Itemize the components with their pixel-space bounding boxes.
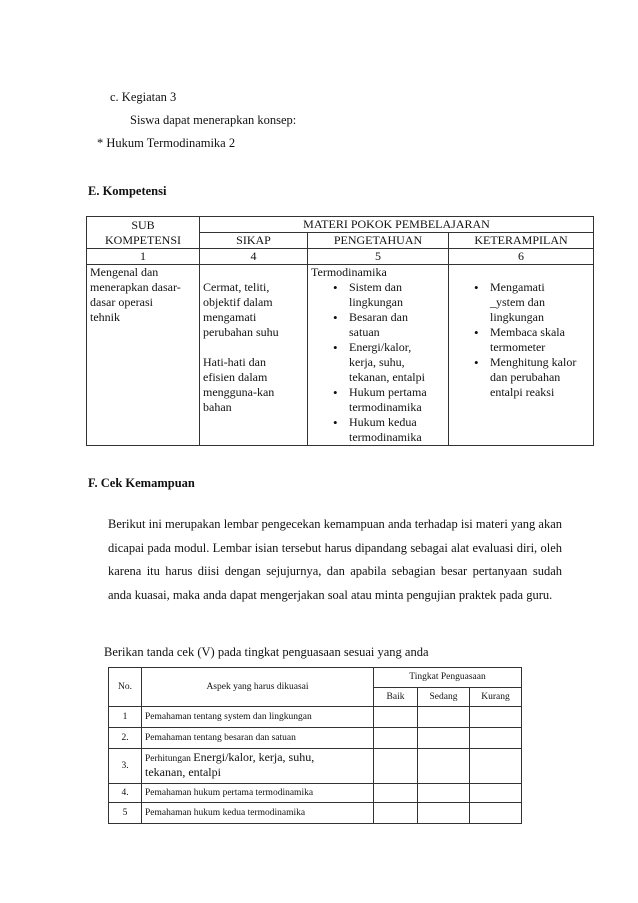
col-number: 1 (87, 249, 200, 265)
sikap-line: perubahan suhu (203, 325, 279, 339)
checkbox-sedang[interactable] (418, 707, 470, 728)
list-line: lingkungan (349, 295, 403, 309)
checkbox-baik[interactable] (374, 707, 418, 728)
checkbox-baik[interactable] (374, 784, 418, 803)
header-keterampilan: KETERAMPILAN (449, 233, 594, 249)
level-kurang: Kurang (470, 687, 522, 707)
list-line: entalpi reaksi (490, 385, 555, 399)
kompetensi-header-row (87, 217, 594, 233)
list-line: • Hukum kedua (349, 415, 417, 429)
table-row (109, 803, 522, 824)
list-item (347, 385, 445, 415)
row-aspek: Pemahaman hukum pertama termodinamika (142, 784, 374, 803)
sub-kompetensi-line: dasar operasi (90, 295, 153, 309)
list-item (488, 280, 590, 325)
header-pengetahuan: PENGETAHUAN (308, 233, 449, 249)
row-aspek: Pemahaman tentang besaran dan satuan (142, 728, 374, 749)
section-f-title: F. Cek Kemampuan (88, 476, 195, 490)
header-aspek: Aspek yang harus dikuasai (142, 668, 374, 707)
checkbox-kurang[interactable] (470, 784, 522, 803)
checkbox-sedang[interactable] (418, 749, 470, 784)
table-row (109, 728, 522, 749)
checkbox-kurang[interactable] (470, 749, 522, 784)
row-aspek (142, 749, 374, 784)
list-line: • Sistem dan (349, 280, 402, 294)
row-no: 3. (109, 749, 142, 784)
keterampilan-cell (449, 265, 594, 446)
sub-kompetensi-line: menerapkan dasar- (90, 280, 181, 294)
row-aspek: Pemahaman hukum kedua termodinamika (142, 803, 374, 824)
sikap-line: bahan (203, 400, 232, 414)
list-line: termometer (490, 340, 546, 354)
checkbox-sedang[interactable] (418, 784, 470, 803)
keterampilan-list (452, 280, 590, 400)
list-line: • Hukum pertama (349, 385, 427, 399)
list-line: satuan (349, 325, 380, 339)
checkbox-kurang[interactable] (470, 803, 522, 824)
sikap-line: mengamati (203, 310, 257, 324)
row-aspek-big2: tekanan, entalpi (145, 765, 221, 779)
sub-kompetensi-line: tehnik (90, 310, 120, 324)
list-line: tekanan, entalpi (349, 370, 425, 384)
list-item (488, 325, 590, 355)
list-line: dan perubahan (490, 370, 561, 384)
section-e-title: E. Kompetensi (88, 184, 167, 198)
pengetahuan-title: Termodinamika (311, 265, 387, 279)
list-item (488, 355, 590, 400)
sikap-line: Hati-hati dan (203, 355, 266, 369)
kompetensi-number-row (87, 249, 594, 265)
col-number: 4 (200, 249, 308, 265)
list-line: termodinamika (349, 400, 422, 414)
checkbox-sedang[interactable] (418, 728, 470, 749)
table-row (109, 749, 522, 784)
header-materi: MATERI POKOK PEMBELAJARAN (200, 217, 594, 233)
sikap-line: efisien dalam (203, 370, 268, 384)
kompetensi-content-row (87, 265, 594, 446)
list-line: • Energi/kalor, (349, 340, 412, 354)
row-no: 1 (109, 707, 142, 728)
list-line: • Mengamati (490, 280, 545, 294)
list-line: _ystem dan (490, 295, 545, 309)
sikap-cell (200, 265, 308, 446)
table-row (109, 784, 522, 803)
row-aspek-big: Energi/kalor, kerja, suhu, (193, 750, 315, 764)
list-item (347, 340, 445, 385)
list-line: termodinamika (349, 430, 422, 444)
level-baik: Baik (374, 687, 418, 707)
row-no: 2. (109, 728, 142, 749)
row-aspek-small: Perhitungan (145, 754, 191, 764)
list-item (347, 280, 445, 310)
header-no: No. (109, 668, 142, 707)
pengetahuan-cell (308, 265, 449, 446)
list-line: • Menghitung kalor (490, 355, 577, 369)
header-tingkat: Tingkat Penguasaan (374, 668, 522, 688)
col-number: 6 (449, 249, 594, 265)
kegiatan-heading: c. Kegiatan 3 (110, 90, 177, 104)
col-number: 5 (308, 249, 449, 265)
header-sub-line1: SUB (131, 217, 155, 232)
row-no: 5 (109, 803, 142, 824)
row-aspek: Pemahaman tentang system dan lingkungan (142, 707, 374, 728)
sikap-line: objektif dalam (203, 295, 273, 309)
sub-kompetensi-line: Mengenal dan (90, 265, 159, 279)
hukum-item: * Hukum Termodinamika 2 (97, 136, 236, 150)
table-row (109, 707, 522, 728)
pengetahuan-list (311, 280, 445, 445)
checkbox-baik[interactable] (374, 749, 418, 784)
sikap-line: Cermat, teliti, (203, 280, 270, 294)
checkbox-kurang[interactable] (470, 707, 522, 728)
sikap-line: mengguna-kan (203, 385, 275, 399)
list-line: • Membaca skala (490, 325, 565, 339)
list-line: • Besaran dan (349, 310, 408, 324)
header-sub-line2: KOMPETENSI (104, 232, 181, 247)
checkbox-baik[interactable] (374, 728, 418, 749)
sub-kompetensi-cell (87, 265, 200, 446)
instruction-text: Berikan tanda cek (V) pada tingkat penguasaan sesuai yang anda (104, 645, 429, 659)
level-sedang: Sedang (418, 687, 470, 707)
checkbox-sedang[interactable] (418, 803, 470, 824)
checkbox-kurang[interactable] (470, 728, 522, 749)
cek-header-row (109, 668, 522, 688)
checkbox-baik[interactable] (374, 803, 418, 824)
kompetensi-table (86, 216, 594, 446)
siswa-statement: Siswa dapat menerapkan konsep: (130, 113, 297, 127)
cek-kemampuan-paragraph: Berikut ini merupakan lembar pengecekan kemampuan anda terhadap isi materi yang akan dicapai pada modul. Lembar isian tersebut harus dipandang sebagai alat evaluasi diri, oleh karena itu harus diisi dengan sejujurnya, dan apabila sebagian besar pertanyaan sudah anda kuasai, maka anda dapat mengerjakan soal atau minta pengujian praktek pada guru. (108, 517, 562, 602)
cek-kemampuan-table (108, 667, 522, 824)
row-no: 4. (109, 784, 142, 803)
list-line: lingkungan (490, 310, 544, 324)
list-line: kerja, suhu, (349, 355, 405, 369)
list-item (347, 415, 445, 445)
header-sikap: SIKAP (200, 233, 308, 249)
list-item (347, 310, 445, 340)
header-sub-kompetensi (87, 217, 200, 249)
